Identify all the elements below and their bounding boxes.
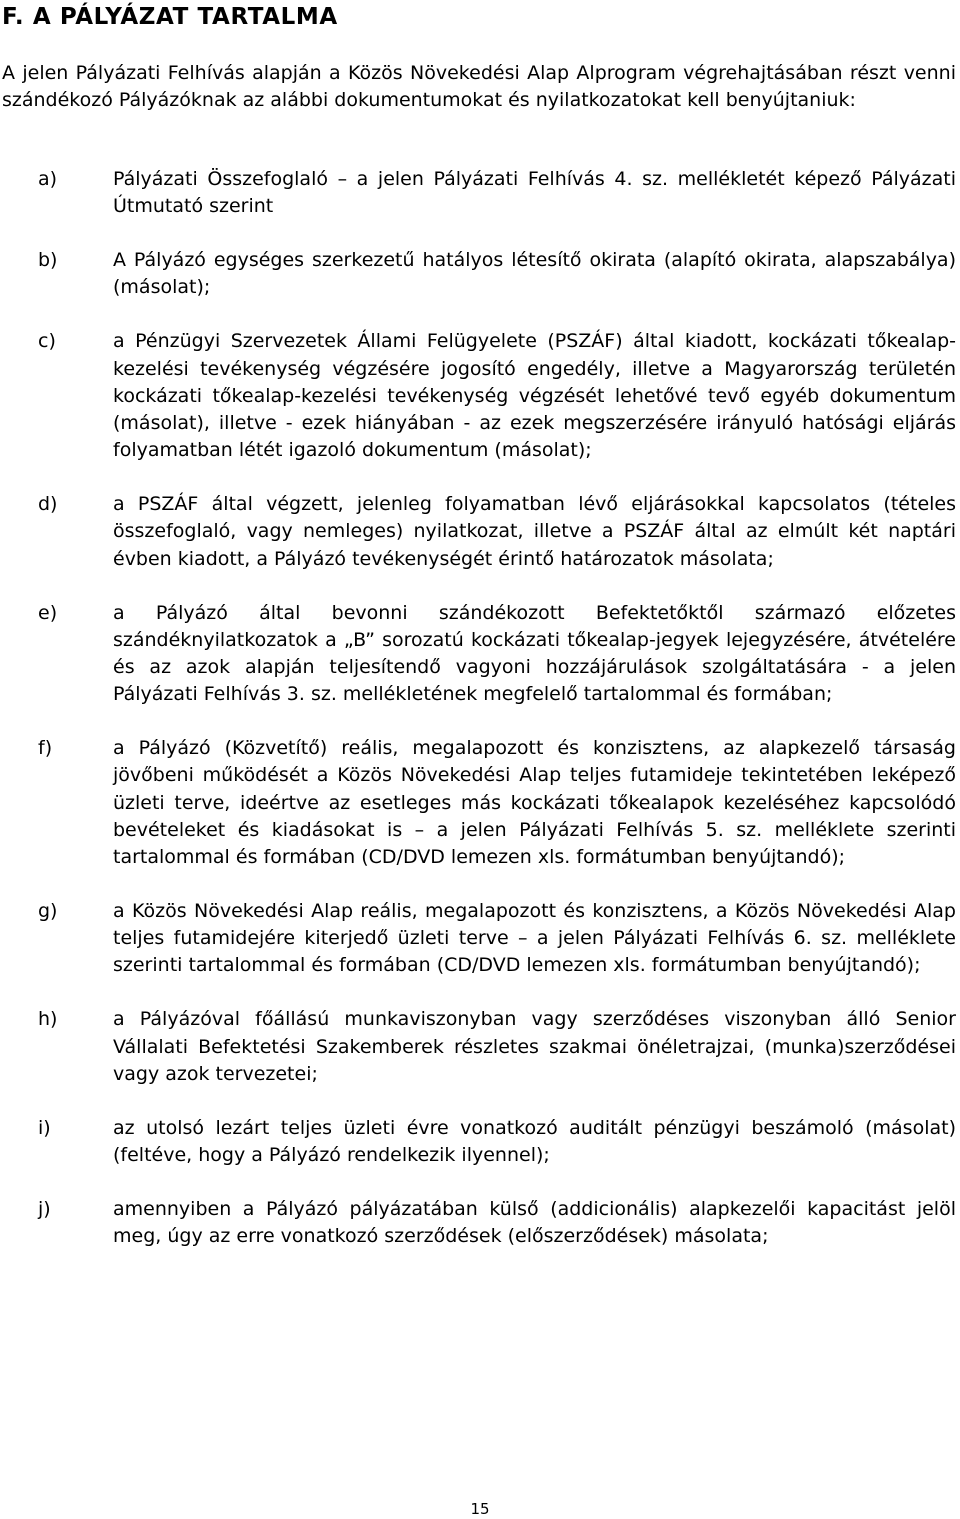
list-item-text: A Pályázó egységes szerkezetű hatályos létesítő okirata (alapító okirata, alapszabálya) (másolat); (113, 249, 956, 299)
intro-paragraph: A jelen Pályázati Felhívás alapján a Közös Növekedési Alap Alprogram végrehajtásában részt venni szándékozó Pályázóknak az alábbi dokumentumokat és nyilatkozatokat kell benyújtaniuk: (2, 62, 956, 112)
list-item-marker: e) (38, 601, 58, 624)
list-item-text: a Pályázóval főállású munkaviszonyban vagy szerződéses viszonyban álló Senior Vállalati Befektetési Szakemberek részletes szakmai önéletrajzai, (munka)szerződései vagy azok tervezetei; (113, 1008, 956, 1085)
list-item-marker: c) (38, 330, 56, 353)
list-item-marker: g) (38, 900, 58, 923)
list-item (0, 1196, 960, 1250)
list-item-marker: d) (38, 493, 58, 516)
list-item (0, 898, 960, 980)
list-item-marker: h) (38, 1008, 58, 1031)
list-item-marker: a) (38, 168, 58, 190)
list-item-text: a Pályázó (Közvetítő) reális, megalapozott és konzisztens, az alapkezelő társaság jövőbeni működését a Közös Növekedési Alap teljes futamideje tekintetében leképező üzleti terve, ideértve az esetleges más kockázati tőkealapok kezeléséhez kapcsolódó bevételeket és kiadásokat is – a jelen Pályázati Felhívás 5. sz. melléklete szerinti tartalommal és formában (CD/DVD lemezen xls. formátumban benyújtandó); (113, 737, 956, 869)
list-item-marker: i) (38, 1116, 51, 1139)
list-item (0, 247, 960, 301)
section-heading: F. A PÁLYÁZAT TARTALMA (2, 4, 338, 30)
list-item-marker: b) (38, 249, 58, 272)
page-number: 15 (470, 1500, 490, 1518)
list-item (0, 1115, 960, 1169)
document-requirements-list (0, 166, 960, 1277)
list-item (0, 600, 960, 709)
list-item (0, 491, 960, 573)
list-item-text: a Pénzügyi Szervezetek Állami Felügyelete (PSZÁF) által kiadott, kockázati tőkealap-kezelési tevékenység végzésére jogosító engedély, illetve a Magyarország területén kockázati tőkealap-kezelési tevékenység végzését lehetővé tevő egyéb dokumentum (másolat), illetve - ezek hiányában - az ezek megszerzésére irányuló hatósági eljárás folyamatban létét igazoló dokumentum (másolat); (113, 330, 956, 462)
list-item-text: a PSZÁF által végzett, jelenleg folyamatban lévő eljárásokkal kapcsolatos (tételes összefoglaló, vagy nemleges) nyilatkozat, illetve a PSZÁF által az elmúlt két naptári évben kiadott, a Pályázó tevékenységét érintő határozatok másolata; (113, 493, 956, 570)
list-item-text: Pályázati Összefoglaló – a jelen Pályázati Felhívás 4. sz. mellékletét képező Pályázati Útmutató szerint (113, 168, 956, 218)
list-item-marker: j) (38, 1198, 51, 1221)
list-item (0, 166, 960, 220)
list-item (0, 735, 960, 871)
list-item-text: a Pályázó által bevonni szándékozott Befektetőktől származó előzetes szándéknyilatkozatok a „B” sorozatú kockázati tőkealap-jegyek lejegyzésére, átvételére és az azok alapján teljesítendő vagyoni hozzájárulások szolgáltatására - a jelen Pályázati Felhívás 3. sz. mellékletének megfelelő tartalommal és formában; (113, 601, 956, 706)
list-item-marker: f) (38, 737, 53, 760)
list-item-text: az utolsó lezárt teljes üzleti évre vonatkozó auditált pénzügyi beszámoló (másolat) (feltéve, hogy a Pályázó rendelkezik ilyennel); (113, 1116, 956, 1167)
list-item-text: amennyiben a Pályázó pályázatában külső (addicionális) alapkezelői kapacitást jelöl meg, úgy az erre vonatkozó szerződések (előszerződések) másolata; (113, 1198, 956, 1248)
list-item-text: a Közös Növekedési Alap reális, megalapozott és konzisztens, a Közös Növekedési Alap teljes futamidejére kiterjedő üzleti terve – a jelen Pályázati Felhívás 6. sz. melléklete szerinti tartalommal és formában (CD/DVD lemezen xls. formátumban benyújtandó); (113, 900, 956, 977)
list-item (0, 1006, 960, 1088)
list-item (0, 328, 960, 464)
